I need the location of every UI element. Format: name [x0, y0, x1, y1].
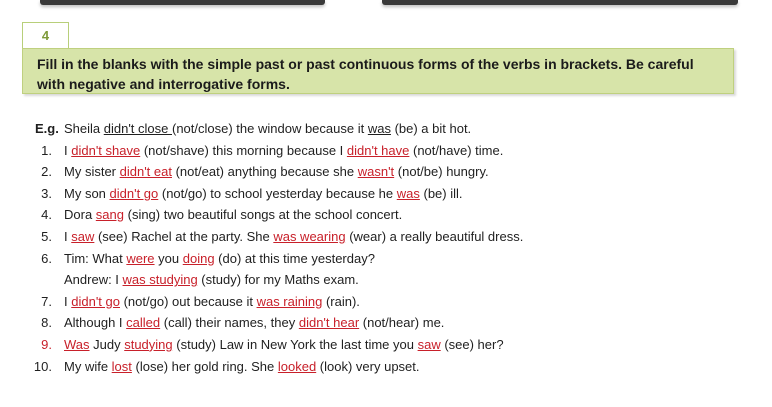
item-number: 8.	[41, 315, 52, 331]
example-answer-text: was	[367, 121, 391, 136]
answer-text: saw	[71, 228, 95, 244]
sentence-text: (not/go) out because it	[119, 293, 257, 309]
sentence-text: (not/eat) anything because she	[171, 164, 358, 180]
sentence-text: (not/be) hungry.	[394, 164, 489, 180]
sentence-text: My wife	[64, 358, 112, 374]
answer-text: was wearing	[273, 228, 346, 244]
list-item	[0, 248, 772, 270]
answer-text: called	[126, 315, 161, 331]
item-number: 3.	[41, 185, 52, 201]
item-number: 1.	[41, 142, 52, 158]
sentence-text: (not/close) the window because it	[172, 121, 368, 136]
item-sentence	[64, 269, 359, 291]
example-answer-text: didn't close	[103, 121, 172, 136]
top-decor-bar-left	[40, 0, 325, 5]
item-number: 10.	[33, 358, 52, 374]
answer-text: lost	[111, 358, 132, 374]
sentence-text: (do) at this time yesterday?	[214, 250, 375, 266]
sentence-text: (not/hear) me.	[359, 315, 445, 331]
sentence-text: (rain).	[322, 293, 360, 309]
item-sentence	[64, 312, 444, 334]
sentence-text: Although I	[64, 315, 127, 331]
list-item	[0, 269, 772, 291]
sentence-text: (study) for my Maths exam.	[197, 272, 359, 288]
list-item	[0, 312, 772, 334]
sentence-text: you	[154, 250, 183, 266]
example-sentence	[64, 118, 471, 140]
exercise-instruction: Fill in the blanks with the simple past or past continuous forms of the verbs in brackets. Be careful with negative and interrogative forms.	[22, 48, 734, 94]
list-item	[0, 183, 772, 205]
exercise-list	[0, 118, 772, 377]
answer-text: doing	[182, 250, 215, 266]
list-item	[0, 226, 772, 248]
sentence-text: (be) ill.	[419, 185, 463, 201]
sentence-text: My sister	[64, 164, 120, 180]
sentence-text: (not/shave) this morning because I	[140, 142, 347, 158]
item-number: 5.	[41, 228, 52, 244]
item-sentence	[64, 334, 504, 356]
answer-text: didn't go	[71, 293, 120, 309]
sentence-text: (not/go) to school yesterday because he	[158, 185, 397, 201]
answer-text: studying	[124, 336, 173, 352]
list-item	[0, 161, 772, 183]
sentence-text: I	[64, 293, 72, 309]
answer-text: Was	[64, 336, 90, 352]
answer-text: didn't go	[109, 185, 159, 201]
example-row	[0, 118, 772, 140]
item-number: 6.	[41, 250, 52, 266]
sentence-text: (sing) two beautiful songs at the school concert.	[124, 207, 403, 223]
answer-text: saw	[417, 336, 441, 352]
item-number: 9.	[41, 336, 52, 352]
sentence-text: Tim: What	[64, 250, 127, 266]
sentence-text: (be) a bit hot.	[390, 121, 472, 136]
list-item	[0, 334, 772, 356]
item-number: 2.	[41, 164, 52, 180]
sentence-text: (look) very upset.	[316, 358, 420, 374]
item-sentence	[64, 291, 360, 313]
sentence-text: (wear) a really beautiful dress.	[345, 228, 524, 244]
item-number: 7.	[41, 293, 52, 309]
item-sentence	[64, 161, 489, 183]
answer-text: didn't eat	[119, 164, 172, 180]
answer-text: were	[126, 250, 155, 266]
answer-text: sang	[95, 207, 124, 223]
sentence-text: Judy	[89, 336, 125, 352]
sentence-text: (lose) her gold ring. She	[131, 358, 278, 374]
list-item	[0, 140, 772, 162]
sentence-text: (study) Law in New York the last time you	[172, 336, 418, 352]
exercise-number: 4	[22, 22, 69, 48]
answer-text: was studying	[122, 272, 198, 288]
answer-text: didn't hear	[298, 315, 360, 331]
list-item	[0, 204, 772, 226]
answer-text: was raining	[256, 293, 323, 309]
sentence-text: (see) Rachel at the party. She	[94, 228, 274, 244]
item-sentence	[64, 356, 420, 378]
list-item	[0, 291, 772, 313]
list-item	[0, 356, 772, 378]
sentence-text: Dora	[64, 207, 96, 223]
item-sentence	[64, 248, 375, 270]
answer-text: was	[396, 185, 420, 201]
sentence-text: (call) their names, they	[160, 315, 299, 331]
sentence-text: I	[64, 228, 72, 244]
sentence-text: Sheila	[64, 121, 104, 136]
answer-text: wasn't	[357, 164, 395, 180]
item-sentence	[64, 140, 503, 162]
sentence-text: Andrew: I	[64, 272, 123, 288]
sentence-text: My son	[64, 185, 110, 201]
sentence-text: (see) her?	[440, 336, 504, 352]
top-decor-bar-right	[382, 0, 738, 5]
example-label: E.g.	[35, 121, 59, 136]
answer-text: didn't have	[346, 142, 410, 158]
sentence-text: I	[64, 142, 72, 158]
item-sentence	[64, 204, 402, 226]
item-sentence	[64, 226, 523, 248]
answer-text: looked	[277, 358, 317, 374]
item-number: 4.	[41, 207, 52, 223]
answer-text: didn't shave	[71, 142, 141, 158]
item-sentence	[64, 183, 463, 205]
sentence-text: (not/have) time.	[409, 142, 504, 158]
